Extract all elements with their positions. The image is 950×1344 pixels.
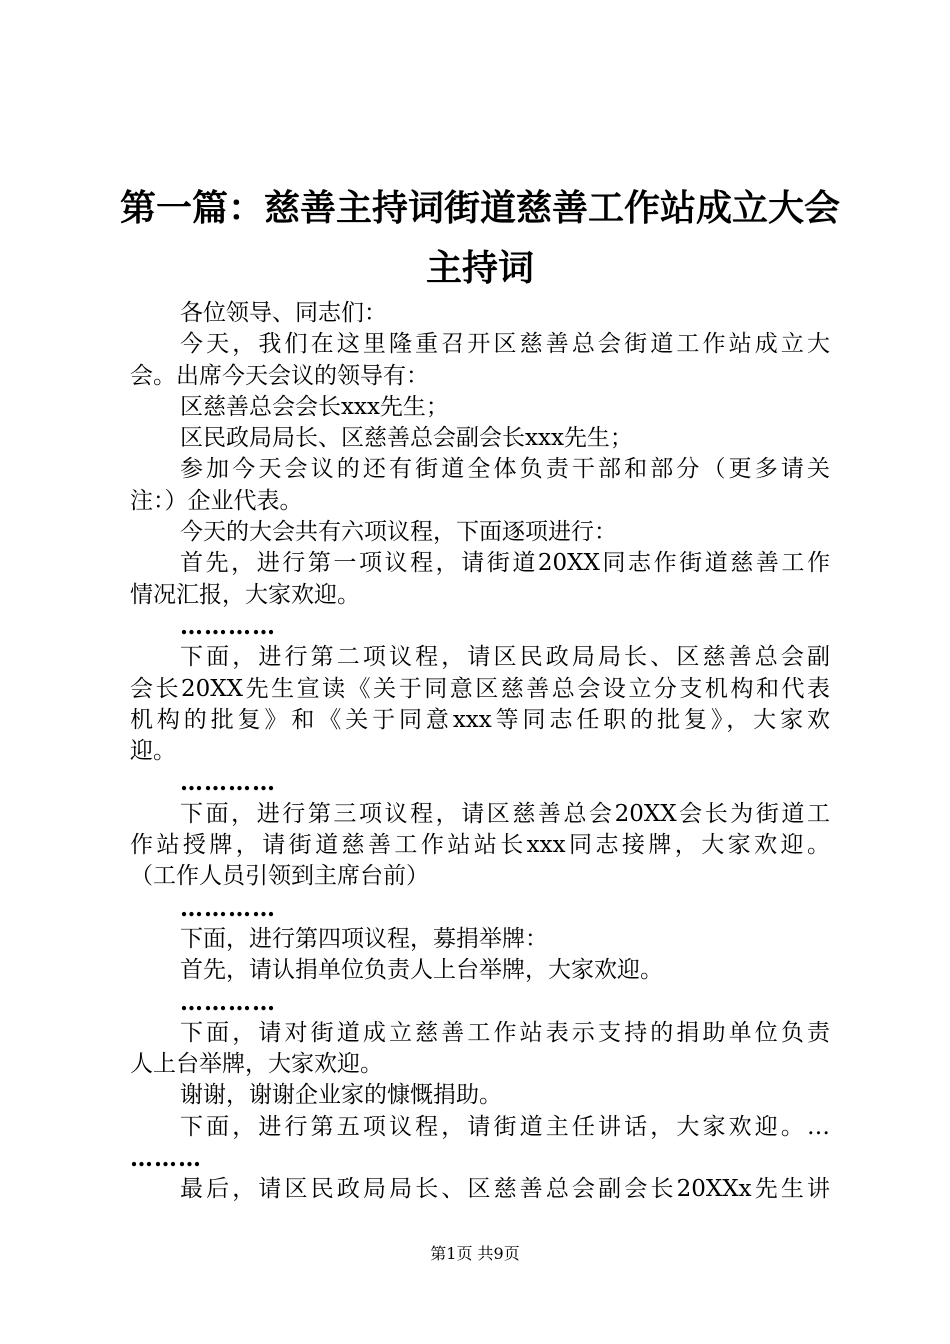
paragraph-line: 区慈善总会会长xxx先生； bbox=[180, 393, 449, 420]
paragraph-line: （工作人员引领到主席台前） bbox=[130, 863, 429, 890]
paragraph-line: 下面，进行第五项议程，请街道主任讲话，大家欢迎。… bbox=[180, 1113, 830, 1140]
paragraph-line: 谢谢，谢谢企业家的慷慨捐助。 bbox=[180, 1082, 502, 1109]
paragraph-line: 今天的大会共有六项议程，下面逐项进行： bbox=[180, 519, 617, 546]
paragraph-line: 参加今天会议的还有街道全体负责干部和部分（更多请关 bbox=[180, 456, 830, 483]
paragraph-line: 首先，请认捐单位负责人上台举牌，大家欢迎。 bbox=[180, 957, 663, 984]
paragraph-line: 会长20XX先生宣读《关于同意区慈善总会设立分支机构和代表 bbox=[130, 675, 830, 702]
paragraph-line: 人上台举牌，大家欢迎。 bbox=[130, 1051, 383, 1078]
paragraph-line: 会。出席今天会议的领导有： bbox=[130, 362, 429, 389]
paragraph-line: 首先，进行第一项议程，请街道20XX同志作街道慈善工作 bbox=[180, 550, 830, 577]
document-title-line2: 主持词 bbox=[425, 248, 534, 289]
paragraph-line: 作站授牌，请街道慈善工作站站长xxx同志接牌，大家欢迎。 bbox=[130, 832, 830, 859]
paragraph-line: 注：）企业代表。 bbox=[130, 487, 303, 514]
document-body bbox=[130, 298, 830, 1206]
paragraph-line: 今天，我们在这里隆重召开区慈善总会街道工作站成立大 bbox=[180, 331, 830, 358]
ellipsis-line: ……… bbox=[130, 1145, 202, 1173]
paragraph-line: 迎。 bbox=[130, 738, 176, 765]
paragraph-line: 情况汇报，大家欢迎。 bbox=[130, 581, 360, 608]
paragraph-line: 最后，请区民政局局长、区慈善总会副会长20XXx先生讲 bbox=[180, 1176, 830, 1203]
paragraph-line: 下面，进行第二项议程，请区民政局局长、区慈善总会副 bbox=[180, 644, 830, 671]
ellipsis-line: ………… bbox=[180, 988, 276, 1016]
page-footer: 第1页 共9页 bbox=[430, 1244, 520, 1263]
paragraph-line: 下面，进行第三项议程，请区慈善总会20XX会长为街道工 bbox=[180, 800, 830, 827]
paragraph-line: 下面，进行第四项议程，募捐举牌： bbox=[180, 925, 548, 952]
paragraph-line: 机构的批复》和《关于同意xxx等同志任职的批复》，大家欢 bbox=[130, 706, 830, 733]
paragraph-line: 下面，请对街道成立慈善工作站表示支持的捐助单位负责 bbox=[180, 1019, 830, 1046]
document-title-line1: 第一篇：慈善主持词街道慈善工作站成立大会 bbox=[120, 188, 841, 229]
ellipsis-line: ………… bbox=[180, 894, 276, 922]
paragraph-line: 区民政局局长、区慈善总会副会长xxx先生； bbox=[180, 425, 633, 452]
salutation: 各位领导、同志们： bbox=[180, 300, 387, 326]
ellipsis-line: ………… bbox=[180, 612, 276, 640]
ellipsis-line: ………… bbox=[180, 769, 276, 797]
